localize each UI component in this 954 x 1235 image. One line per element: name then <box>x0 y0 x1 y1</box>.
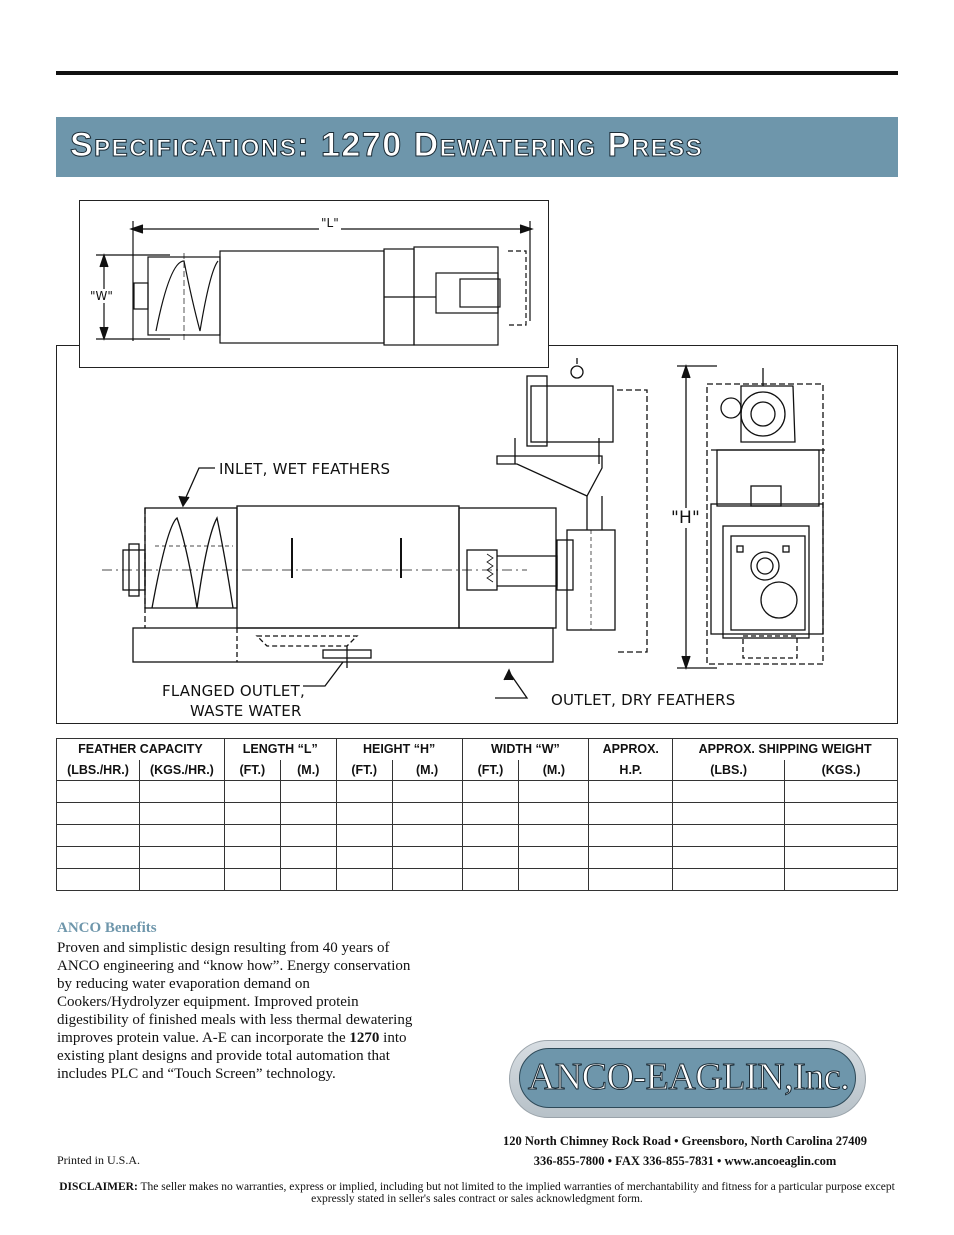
printed-note: Printed in U.S.A. <box>57 1153 141 1167</box>
table-cell <box>519 825 589 847</box>
table-cell <box>280 869 336 891</box>
width-dimension-label: "W" <box>90 289 113 303</box>
unit-height-m: (M.) <box>392 760 462 781</box>
table-cell <box>224 847 280 869</box>
table-cell <box>280 781 336 803</box>
table-cell <box>785 781 898 803</box>
table-cell <box>392 869 462 891</box>
header-length: LENGTH “L” <box>224 739 336 760</box>
table-cell <box>336 869 392 891</box>
table-unit-header-row <box>57 760 898 781</box>
unit-hp: H.P. <box>589 760 673 781</box>
side-view-drawing <box>56 345 898 724</box>
table-body <box>57 781 898 891</box>
unit-width-ft: (FT.) <box>462 760 519 781</box>
table-cell <box>392 781 462 803</box>
header-feather-capacity: FEATHER CAPACITY <box>57 739 225 760</box>
unit-kgs-hr: (KGS./HR.) <box>139 760 224 781</box>
table-cell <box>280 803 336 825</box>
table-cell <box>139 847 224 869</box>
table-cell <box>224 803 280 825</box>
specifications-table <box>56 738 898 891</box>
benefits-heading: ANCO Benefits <box>57 920 157 936</box>
table-cell <box>224 869 280 891</box>
table-cell <box>392 803 462 825</box>
table-row <box>57 825 898 847</box>
table-group-header-row <box>57 739 898 760</box>
table-cell <box>785 803 898 825</box>
table-cell <box>673 825 785 847</box>
contact-block <box>490 1131 880 1171</box>
table-cell <box>673 781 785 803</box>
table-cell <box>57 803 140 825</box>
table-row <box>57 869 898 891</box>
table-cell <box>57 781 140 803</box>
top-rule <box>56 71 898 75</box>
table-cell <box>589 781 673 803</box>
side-view-illustration <box>57 346 899 725</box>
table-cell <box>392 847 462 869</box>
table-cell <box>589 847 673 869</box>
table-cell <box>280 825 336 847</box>
header-height: HEIGHT “H” <box>336 739 462 760</box>
table-cell <box>336 781 392 803</box>
table-cell <box>519 803 589 825</box>
table-cell <box>589 869 673 891</box>
table-row <box>57 781 898 803</box>
top-view-drawing <box>79 200 549 368</box>
table-cell <box>519 869 589 891</box>
height-dimension-label: "H" <box>671 508 701 528</box>
unit-length-m: (M.) <box>280 760 336 781</box>
unit-lbs-hr: (LBS./HR.) <box>57 760 140 781</box>
top-view-illustration <box>80 201 550 369</box>
unit-width-m: (M.) <box>519 760 589 781</box>
table-cell <box>673 803 785 825</box>
length-dimension-label: "L" <box>321 216 339 230</box>
table-cell <box>280 847 336 869</box>
table-cell <box>336 825 392 847</box>
company-logo <box>509 1040 866 1118</box>
table-cell <box>139 803 224 825</box>
inlet-label: INLET, WET FEATHERS <box>219 460 391 478</box>
table-cell <box>224 825 280 847</box>
waste-water-label: WASTE WATER <box>190 702 302 720</box>
table-cell <box>519 847 589 869</box>
table-cell <box>336 847 392 869</box>
table-cell <box>392 825 462 847</box>
header-width: WIDTH “W” <box>462 739 589 760</box>
table-cell <box>462 803 519 825</box>
table-row <box>57 803 898 825</box>
logo-text: ANCO-EAGLIN,Inc. <box>527 1056 850 1098</box>
disclaimer: DISCLAIMER: The seller makes no warranties, express or implied, including but not limited to the implied warranties of merchantability and fitness for a particular purpose except expressly stated in seller's sales contract or sales acknowledgment form. <box>59 1181 895 1205</box>
table-cell <box>224 781 280 803</box>
table-cell <box>57 825 140 847</box>
table-cell <box>589 825 673 847</box>
table-cell <box>57 847 140 869</box>
phone-line: 336-855-7800 • FAX 336-855-7831 • www.ancoeaglin.com <box>533 1154 837 1168</box>
table-cell <box>462 869 519 891</box>
table-cell <box>519 781 589 803</box>
flanged-outlet-label: FLANGED OUTLET, <box>162 682 305 700</box>
table-cell <box>589 803 673 825</box>
table-cell <box>57 869 140 891</box>
table-cell <box>785 869 898 891</box>
unit-height-ft: (FT.) <box>336 760 392 781</box>
dry-outlet-label: OUTLET, DRY FEATHERS <box>551 691 736 709</box>
table-cell <box>336 803 392 825</box>
title-banner <box>56 117 898 177</box>
benefits-section <box>57 920 417 1083</box>
table-cell <box>139 869 224 891</box>
benefits-text: Proven and simplistic design resulting from 40 years of ANCO engineering and “know how”. Energy conservation by reducing water evaporation demand on Cookers/Hydrolyzer equipment. Improved protein digestibility of finished meals with less thermal dewatering improves protein value. A-E can incorporate the 1270 into existing plant designs and provide total automation that includes PLC and “Touch Screen” technology. <box>57 940 413 1082</box>
table-cell <box>673 869 785 891</box>
header-approx: APPROX. <box>589 739 673 760</box>
table-cell <box>139 781 224 803</box>
table-cell <box>462 847 519 869</box>
address-line: 120 North Chimney Rock Road • Greensboro, North Carolina 27409 <box>502 1134 868 1148</box>
table-cell <box>462 825 519 847</box>
header-shipping-weight: APPROX. SHIPPING WEIGHT <box>673 739 898 760</box>
unit-weight-kgs: (KGS.) <box>785 760 898 781</box>
table-cell <box>462 781 519 803</box>
table-cell <box>139 825 224 847</box>
table-cell <box>785 825 898 847</box>
table-row <box>57 847 898 869</box>
unit-weight-lbs: (LBS.) <box>673 760 785 781</box>
table-cell <box>673 847 785 869</box>
table-cell <box>785 847 898 869</box>
page-title: Specifications: 1270 Dewatering Press <box>70 126 704 164</box>
unit-length-ft: (FT.) <box>224 760 280 781</box>
